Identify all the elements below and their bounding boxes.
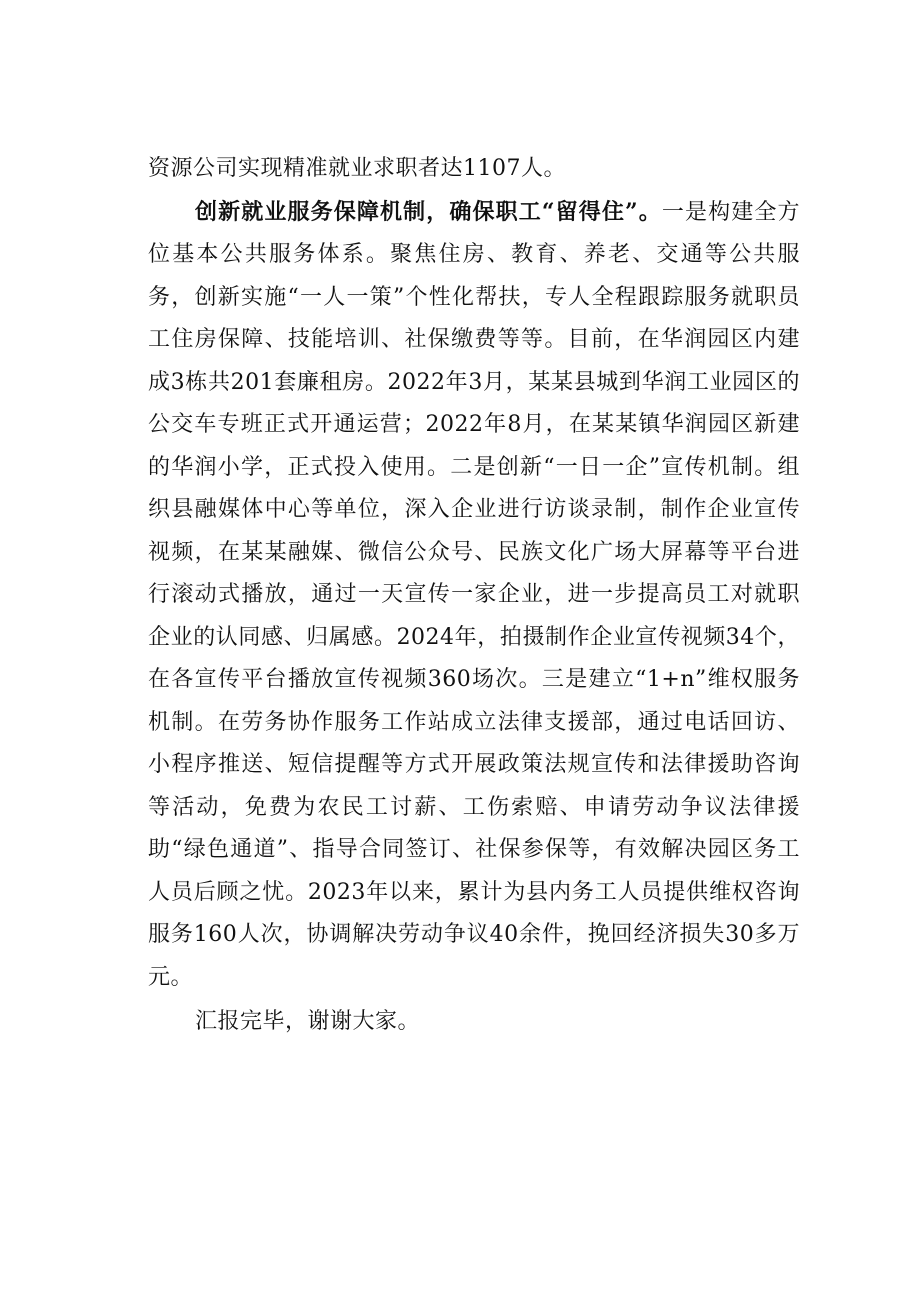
paragraph-heading: 创新就业服务保障机制，确保职工“留得住”。 xyxy=(195,198,662,225)
document-page xyxy=(148,148,800,1044)
paragraph-continuation: 资源公司实现精准就业求职者达1107人。 xyxy=(148,156,566,181)
paragraph-body: 一是构建全方位基本公共服务体系。聚焦住房、教育、养老、交通等公共服务，创新实施“一人一策”个性化帮扶，专人全程跟踪服务就职员工住房保障、技能培训、社保缴费等等。目前，在华润园区内建成3栋共201套廉租房。2022年3月，某某县城到华润工业园区的公交车专班正式开通运营；2022年8月，在某某镇华润园区新建的华润小学，正式投入使用。二是创新“一日一企”宣传机制。组织县融媒体中心等单位，深入企业进行访谈录制，制作企业宣传视频，在某某融媒、微信公众号、民族文化广场大屏幕等平台进行滚动式播放，通过一天宣传一家企业，进一步提高员工对就职企业的认同感、归属感。2024年，拍摄制作企业宣传视频34个，在各宣传平台播放宣传视频360场次。三是建立“1+n”维权服务机制。在劳务协作服务工作站成立法律支援部，通过电话回访、小程序推送、短信提醒等方式开展政策法规宣传和法律援助咨询等活动，免费为农民工讨薪、工伤索赔、申请劳动争议法律援助“绿色通道”、指导合同签订、社保参保等，有效解决园区务工人员后顾之忧。2023年以来，累计为县内务工人员提供维权咨询服务160人次，协调解决劳动争议40余件，挽回经济损失30多万元。 xyxy=(148,199,800,990)
closing-remark: 汇报完毕，谢谢大家。 xyxy=(195,1009,421,1034)
paragraph-employment-services xyxy=(148,191,800,1000)
